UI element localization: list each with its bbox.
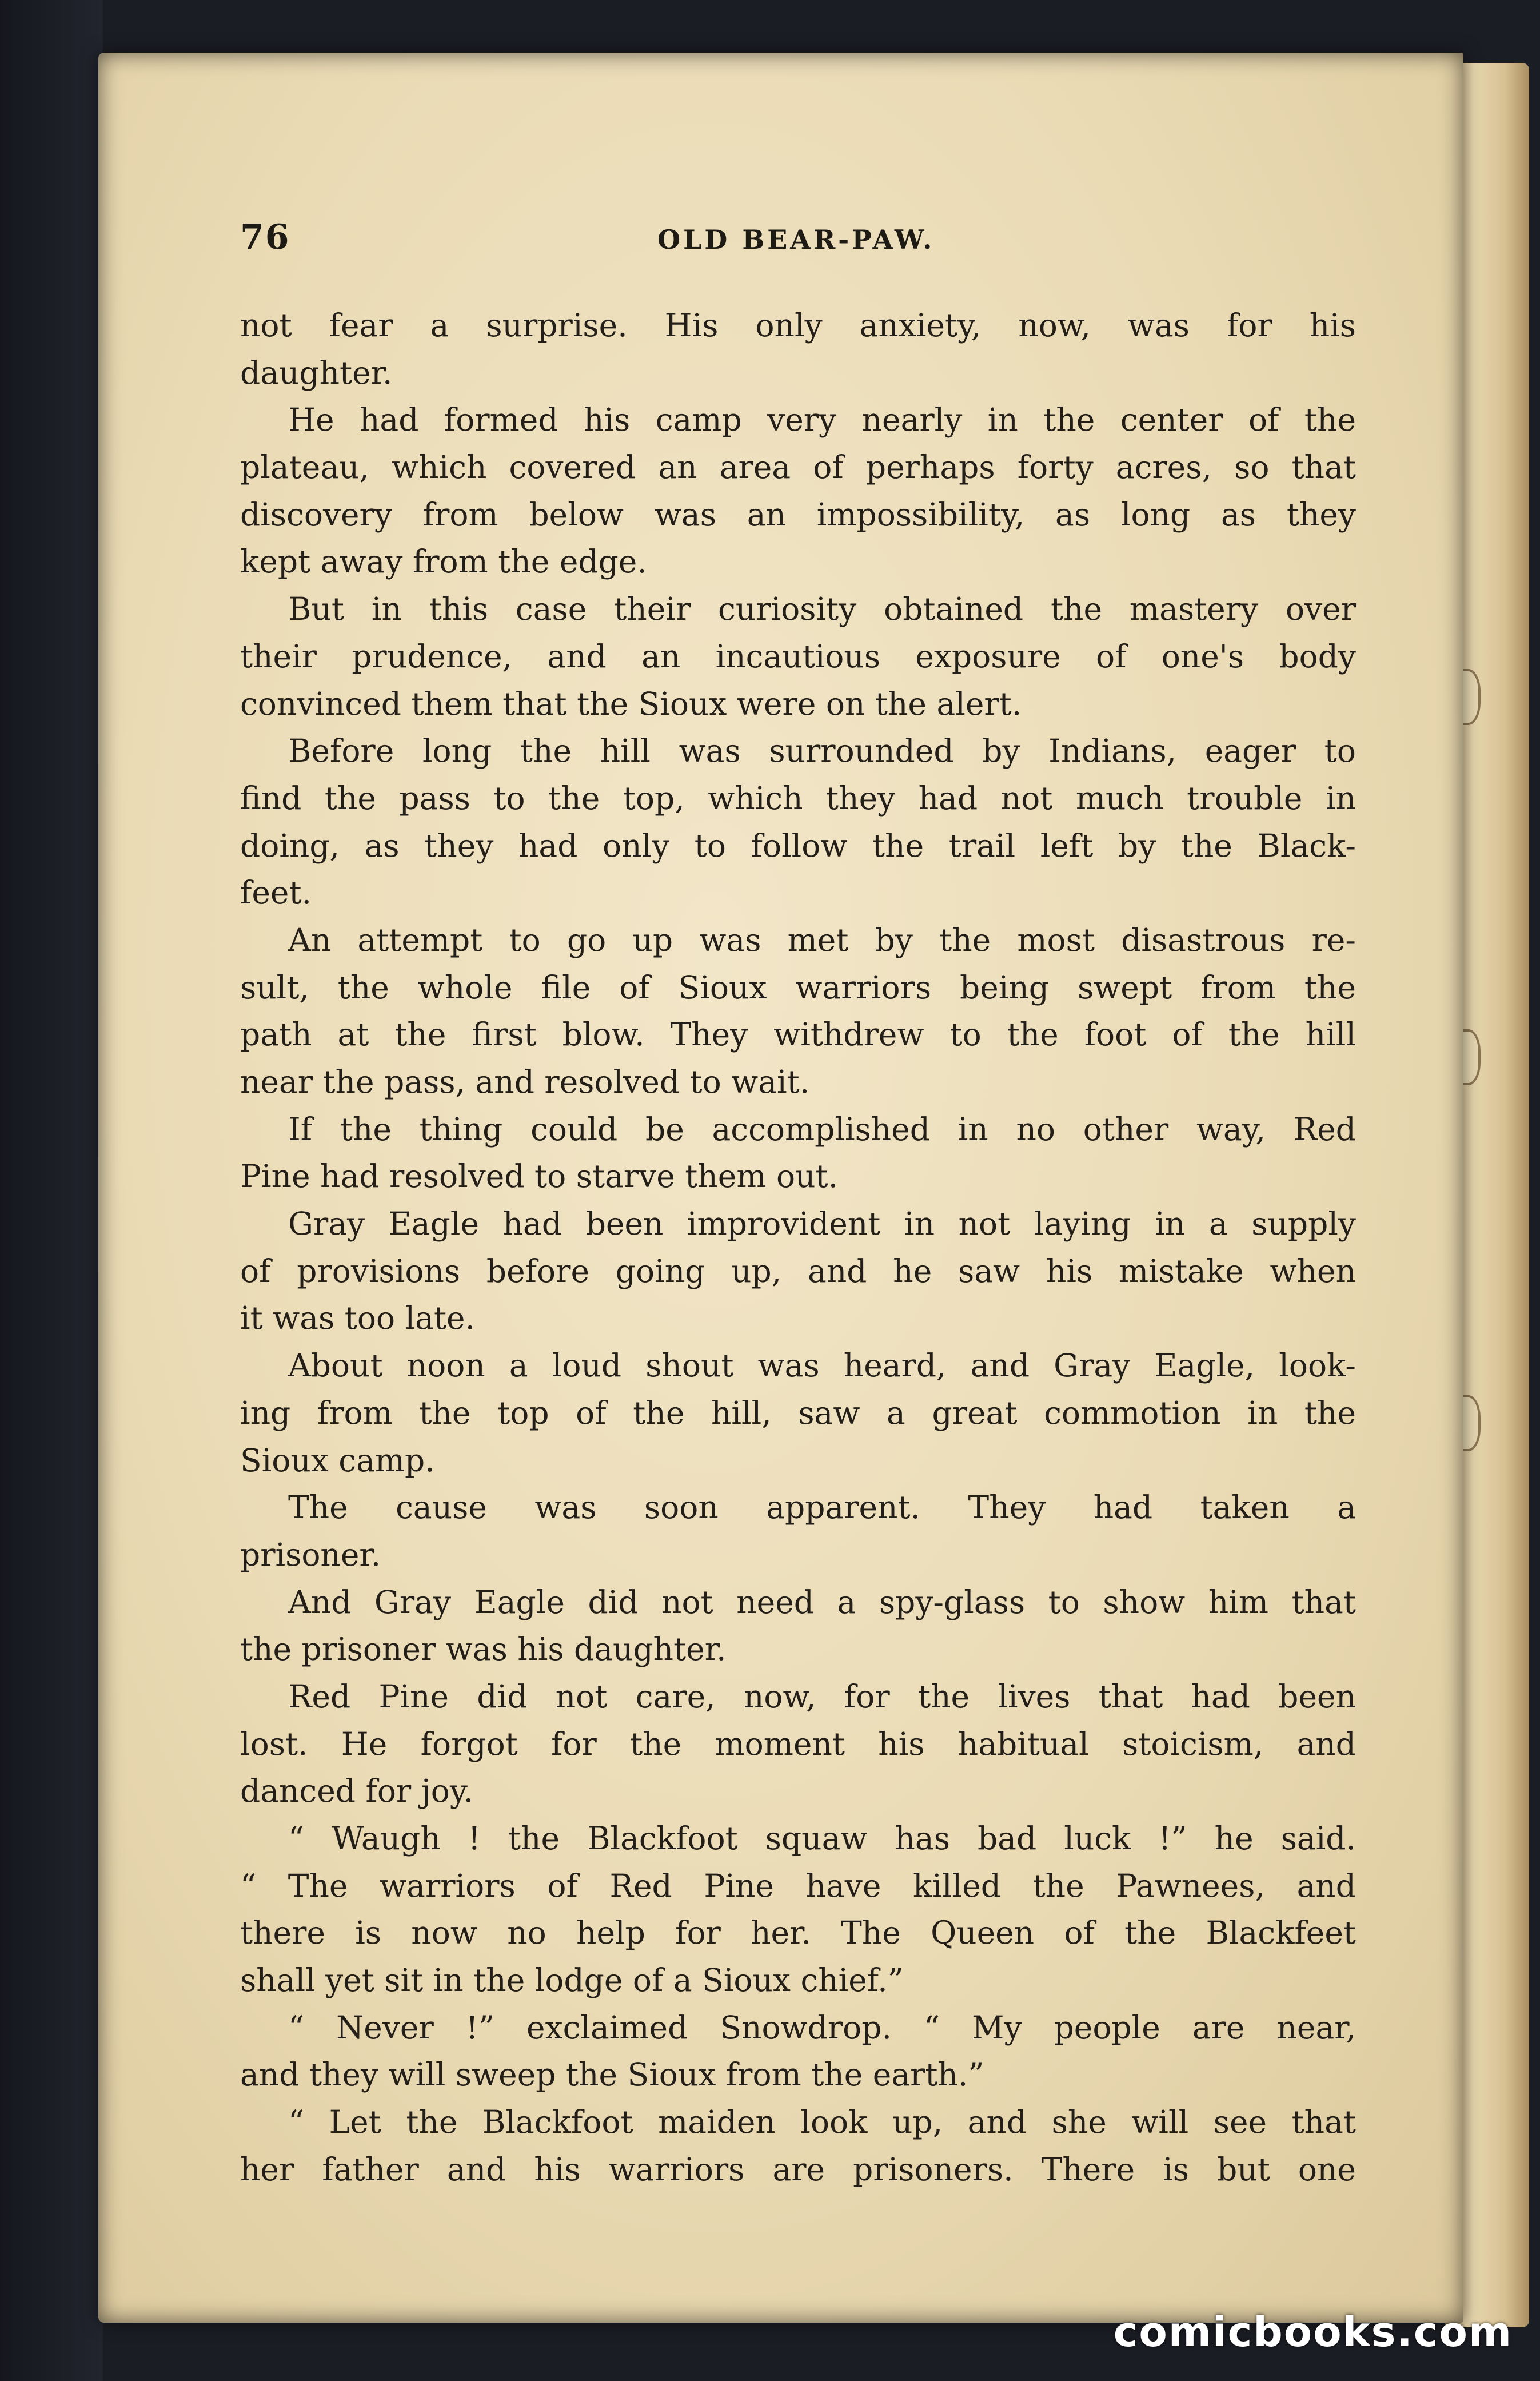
text-line: her father and his warriors are prisoners. There is but one bbox=[240, 2151, 1356, 2188]
text-line: And Gray Eagle did not need a spy-glass to show him that bbox=[288, 1583, 1356, 1620]
text-line: their prudence, and an incautious exposure of one's body bbox=[240, 638, 1356, 675]
text-line: daughter. bbox=[240, 354, 393, 391]
text-line: danced for joy. bbox=[240, 1773, 474, 1810]
text-line: He had formed his camp very nearly in the center of the bbox=[288, 401, 1356, 439]
text-line: of provisions before going up, and he saw his mistake when bbox=[240, 1252, 1356, 1289]
text-line: find the pass to the top, which they had not much trouble in bbox=[240, 779, 1356, 817]
text-line: discovery from below was an impossibility, as long as they bbox=[240, 496, 1356, 533]
text-line: doing, as they had only to follow the trail left by the Black- bbox=[240, 827, 1356, 864]
text-line: prisoner. bbox=[240, 1536, 381, 1573]
text-line: Pine had resolved to starve them out. bbox=[240, 1158, 839, 1195]
text-line: ing from the top of the hill, saw a great commotion in the bbox=[240, 1394, 1356, 1431]
text-line: “ Never !” exclaimed Snowdrop. “ My people are near, bbox=[288, 2009, 1356, 2046]
running-title: OLD BEAR-PAW. bbox=[657, 224, 935, 255]
page-number: 76 bbox=[240, 217, 290, 257]
text-line: near the pass, and resolved to wait. bbox=[240, 1064, 810, 1100]
text-line: If the thing could be accomplished in no other way, Red bbox=[288, 1110, 1356, 1148]
text-line: lost. He forgot for the moment his habitual stoicism, and bbox=[240, 1725, 1356, 1762]
background-left bbox=[0, 0, 103, 2381]
text-line: “ Let the Blackfoot maiden look up, and she will see that bbox=[288, 2104, 1356, 2141]
text-line: shall yet sit in the lodge of a Sioux chief.” bbox=[240, 1962, 904, 1999]
text-line: it was too late. bbox=[240, 1300, 476, 1337]
text-line: Sioux camp. bbox=[240, 1442, 435, 1479]
text-line: plateau, which covered an area of perhaps forty acres, so that bbox=[240, 449, 1356, 486]
body-text bbox=[240, 302, 1356, 2193]
watermark: comicbooks.com bbox=[1113, 2308, 1513, 2356]
text-line: feet. bbox=[240, 874, 312, 911]
text-line: the prisoner was his daughter. bbox=[240, 1631, 727, 1668]
page-header bbox=[240, 217, 1349, 263]
text-line: An attempt to go up was met by the most disastrous re- bbox=[288, 921, 1356, 958]
text-line: The cause was soon apparent. They had taken a bbox=[288, 1489, 1356, 1526]
text-line: path at the first blow. They withdrew to the foot of the hill bbox=[240, 1016, 1356, 1053]
text-line: not fear a surprise. His only anxiety, now, was for his bbox=[240, 307, 1356, 344]
text-line: “ Waugh ! the Blackfoot squaw has bad luck !” he said. bbox=[288, 1820, 1356, 1857]
text-line: But in this case their curiosity obtained the mastery over bbox=[288, 591, 1356, 628]
text-line: convinced them that the Sioux were on the alert. bbox=[240, 685, 1022, 722]
text-line: About noon a loud shout was heard, and Gray Eagle, look- bbox=[288, 1347, 1356, 1384]
text-line: Gray Eagle had been improvident in not laying in a supply bbox=[288, 1205, 1356, 1243]
text-line: Red Pine did not care, now, for the lives that had been bbox=[288, 1678, 1356, 1715]
text-line: Before long the hill was surrounded by Indians, eager to bbox=[288, 732, 1356, 770]
text-line: sult, the whole file of Sioux warriors being swept from the bbox=[240, 969, 1356, 1006]
text-line: and they will sweep the Sioux from the earth.” bbox=[240, 2056, 984, 2093]
text-line: “ The warriors of Red Pine have killed the Pawnees, and bbox=[240, 1867, 1356, 1904]
text-line: kept away from the edge. bbox=[240, 543, 647, 580]
text-line: there is now no help for her. The Queen of the Blackfeet bbox=[240, 1914, 1356, 1952]
